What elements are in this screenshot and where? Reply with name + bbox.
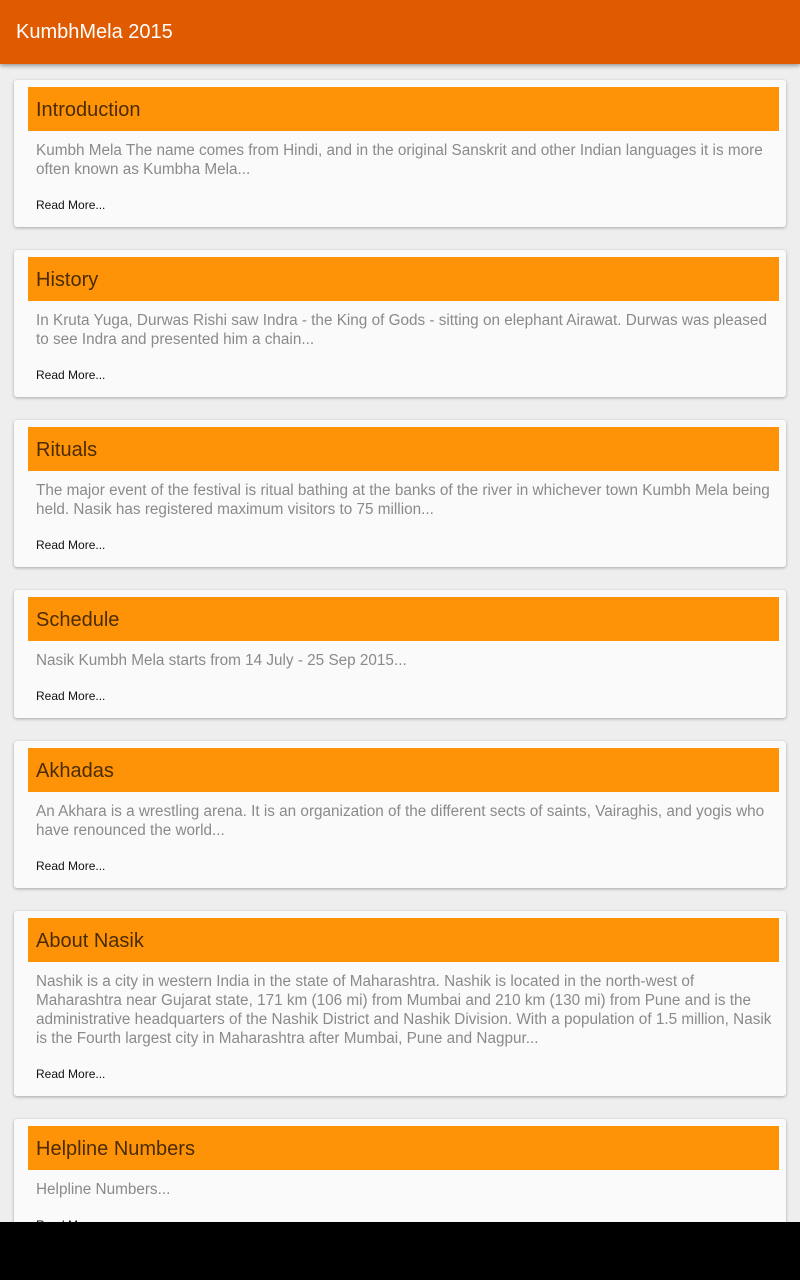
card-header [28, 1126, 779, 1170]
read-more-link[interactable]: Read More... [36, 1067, 106, 1081]
card-about-nasik[interactable] [14, 911, 786, 1096]
read-more-link[interactable]: Read More... [36, 538, 106, 552]
card-title: Introduction [36, 99, 141, 121]
card-header [28, 918, 779, 962]
card-title: Helpline Numbers [36, 1138, 195, 1160]
card-rituals[interactable] [14, 420, 786, 567]
card-introduction[interactable] [14, 80, 786, 227]
read-more-link[interactable]: Read More... [36, 859, 106, 873]
card-summary: Kumbh Mela The name comes from Hindi, and in the original Sanskrit and other Indian languages it is more often known as Kumbha Mela... [36, 142, 763, 178]
card-summary: The major event of the festival is ritual bathing at the banks of the river in whichever town Kumbh Mela being held. Nasik has registered maximum visitors to 75 million... [36, 482, 770, 518]
card-title: Akhadas [36, 760, 114, 782]
card-summary: An Akhara is a wrestling arena. It is an organization of the different sects of saints, Vairaghis, and yogis who have renounced the world... [36, 803, 765, 839]
card-akhadas[interactable] [14, 741, 786, 888]
card-header [28, 87, 779, 131]
card-title: History [36, 269, 99, 291]
app-bar [0, 0, 800, 64]
card-summary: Helpline Numbers... [36, 1181, 171, 1198]
card-title: Rituals [36, 439, 98, 461]
read-more-link[interactable]: Read More... [36, 689, 106, 703]
card-header [28, 257, 779, 301]
card-summary: Nashik is a city in western India in the state of Maharashtra. Nashik is located in the north-west of Maharashtra near Gujarat state, 171 km (106 mi) from Mumbai and 210 km (130 mi) from Pune and is the administrative headquarters of the Nashik District and Nashik Division. With a population of 1.5 million, Nasik is the Fourth largest city in Maharashtra after Mumbai, Pune and Nagpur... [36, 973, 772, 1047]
card-summary: In Kruta Yuga, Durwas Rishi saw Indra - the King of Gods - sitting on elephant Airawat. Durwas was pleased to see Indra and presented him a chain... [36, 312, 767, 348]
card-schedule[interactable] [14, 590, 786, 718]
card-list[interactable] [0, 64, 800, 1222]
card-history[interactable] [14, 250, 786, 397]
read-more-link[interactable]: Read More... [36, 368, 106, 382]
card-title: About Nasik [36, 930, 144, 952]
card-summary: Nasik Kumbh Mela starts from 14 July - 25 Sep 2015... [36, 652, 407, 669]
card-header [28, 748, 779, 792]
app-title: KumbhMela 2015 [16, 21, 173, 43]
card-header [28, 597, 779, 641]
card-title: Schedule [36, 609, 120, 631]
read-more-link[interactable]: Read More... [36, 198, 106, 212]
navigation-bar [0, 1222, 800, 1280]
card-header [28, 427, 779, 471]
